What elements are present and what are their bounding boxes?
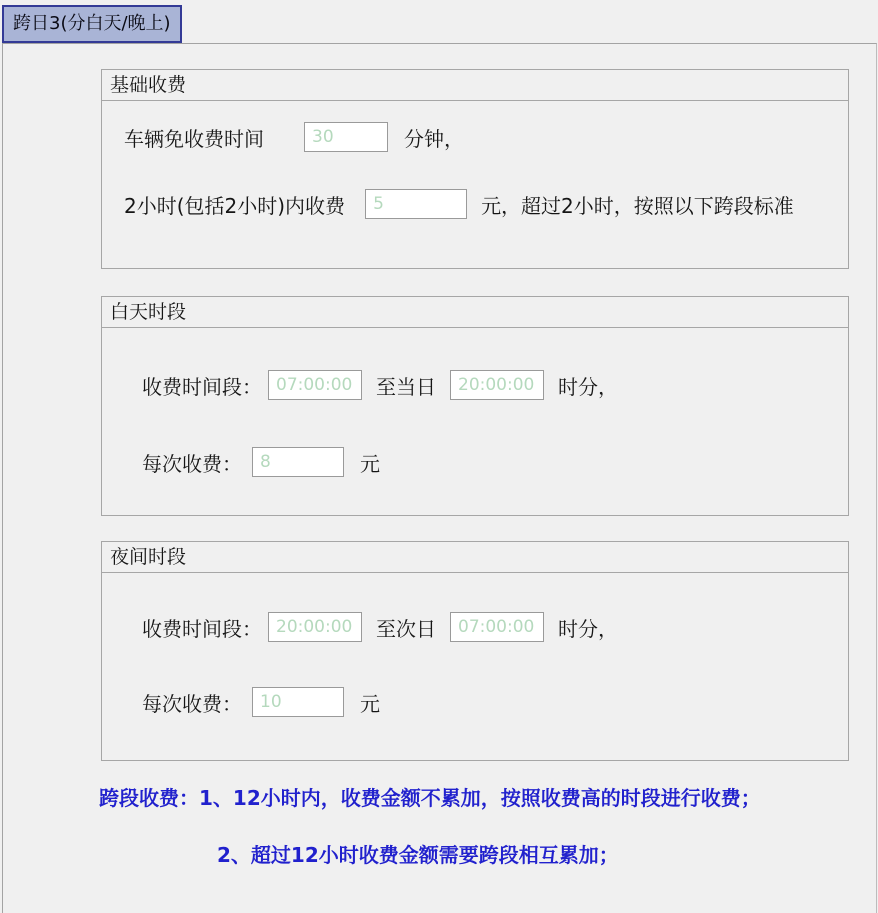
night-time-label: 收费时间段：	[142, 616, 262, 641]
day-time-row	[142, 370, 618, 400]
night-fee-suffix: 元	[360, 691, 380, 716]
night-end-time-input[interactable]	[450, 612, 544, 642]
day-fee-label: 每次收费：	[142, 451, 242, 476]
cross-period-note-line2: 2、超过12小时收费金额需要跨段相互累加；	[217, 843, 619, 867]
free-time-row	[124, 122, 464, 152]
day-time-label: 收费时间段：	[142, 374, 262, 399]
group-basic-fees-title: 基础收费	[102, 70, 848, 101]
day-fee-row	[142, 447, 380, 477]
night-start-time-input[interactable]	[268, 612, 362, 642]
group-night-period	[101, 541, 849, 761]
tab-cross-day-3[interactable]: 跨日3(分白天/晚上)	[2, 5, 182, 43]
night-fee-row	[142, 687, 380, 717]
free-minutes-input[interactable]	[304, 122, 388, 152]
base-fee-label: 2小时(包括2小时)内收费	[124, 193, 346, 218]
day-time-suffix: 时分，	[558, 374, 618, 399]
day-time-mid-label: 至当日	[376, 374, 436, 399]
base-fee-row	[124, 189, 794, 219]
base-fee-suffix: 元，超过2小时，按照以下跨段标准	[481, 193, 794, 218]
day-start-time-input[interactable]	[268, 370, 362, 400]
settings-panel	[2, 43, 877, 913]
night-fee-label: 每次收费：	[142, 691, 242, 716]
night-fee-input[interactable]	[252, 687, 344, 717]
day-fee-suffix: 元	[360, 451, 380, 476]
cross-period-note-line1: 跨段收费：1、12小时内，收费金额不累加，按照收费高的时段进行收费；	[99, 786, 761, 810]
night-time-suffix: 时分，	[558, 616, 618, 641]
group-basic-fees	[101, 69, 849, 269]
group-day-period-title: 白天时段	[102, 297, 848, 328]
group-day-period	[101, 296, 849, 516]
night-time-row	[142, 612, 618, 642]
base-fee-input[interactable]	[365, 189, 467, 219]
night-time-mid-label: 至次日	[376, 616, 436, 641]
day-fee-input[interactable]	[252, 447, 344, 477]
group-night-period-title: 夜间时段	[102, 542, 848, 573]
free-time-suffix: 分钟，	[404, 126, 464, 151]
free-time-label: 车辆免收费时间	[124, 126, 264, 151]
day-end-time-input[interactable]	[450, 370, 544, 400]
